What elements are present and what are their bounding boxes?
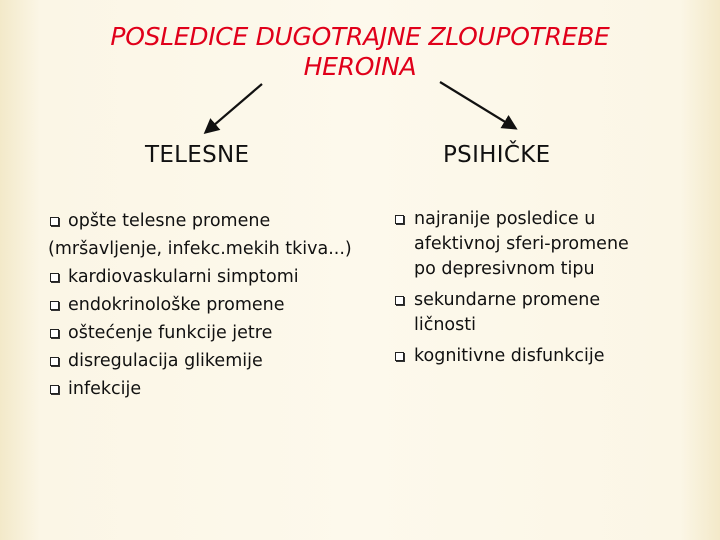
- checkbox-bullet-icon: [50, 357, 59, 366]
- list-item-text: disregulacija glikemije: [68, 351, 263, 371]
- checkbox-bullet-icon: [50, 217, 59, 226]
- heading-telesne: TELESNE: [145, 142, 250, 168]
- list-item-text: endokrinološke promene: [68, 295, 285, 315]
- list-item: [48, 375, 388, 403]
- list-item: [393, 207, 643, 282]
- list-item: [48, 347, 388, 375]
- list-item: [48, 207, 388, 263]
- list-item: [393, 344, 643, 369]
- list-item-text: infekcije: [68, 379, 142, 399]
- title-line-2: HEROINA: [303, 52, 417, 81]
- checkbox-bullet-icon: [50, 273, 59, 282]
- list-item: [48, 263, 388, 291]
- checkbox-bullet-icon: [395, 215, 404, 224]
- list-item: [48, 291, 388, 319]
- heading-psihicke: PSIHIČKE: [443, 142, 551, 168]
- list-item-text: oštećenje funkcije jetre: [68, 323, 273, 343]
- list-item-text: najranije posledice u afektivnoj sferi-promene po depresivnom tipu: [414, 209, 629, 279]
- list-item-text: kognitivne disfunkcije: [414, 346, 605, 366]
- telesne-list: [48, 207, 388, 403]
- checkbox-bullet-icon: [395, 352, 404, 361]
- checkbox-bullet-icon: [50, 301, 59, 310]
- checkbox-bullet-icon: [50, 385, 59, 394]
- list-item-text: sekundarne promene ličnosti: [414, 290, 601, 335]
- checkbox-bullet-icon: [395, 296, 404, 305]
- checkbox-bullet-icon: [50, 329, 59, 338]
- arrow-right-down-icon: [440, 82, 515, 128]
- list-item-text: kardiovaskularni simptomi: [68, 267, 299, 287]
- title-line-1: POSLEDICE DUGOTRAJNE ZLOUPOTREBE: [110, 22, 610, 51]
- list-item-text: opšte telesne promene (mršavljenje, infekc.mekih tkiva...): [48, 211, 352, 259]
- psihicke-list: [393, 207, 643, 369]
- arrow-left-down-icon: [206, 84, 262, 132]
- list-item: [393, 288, 643, 338]
- list-item: [48, 319, 388, 347]
